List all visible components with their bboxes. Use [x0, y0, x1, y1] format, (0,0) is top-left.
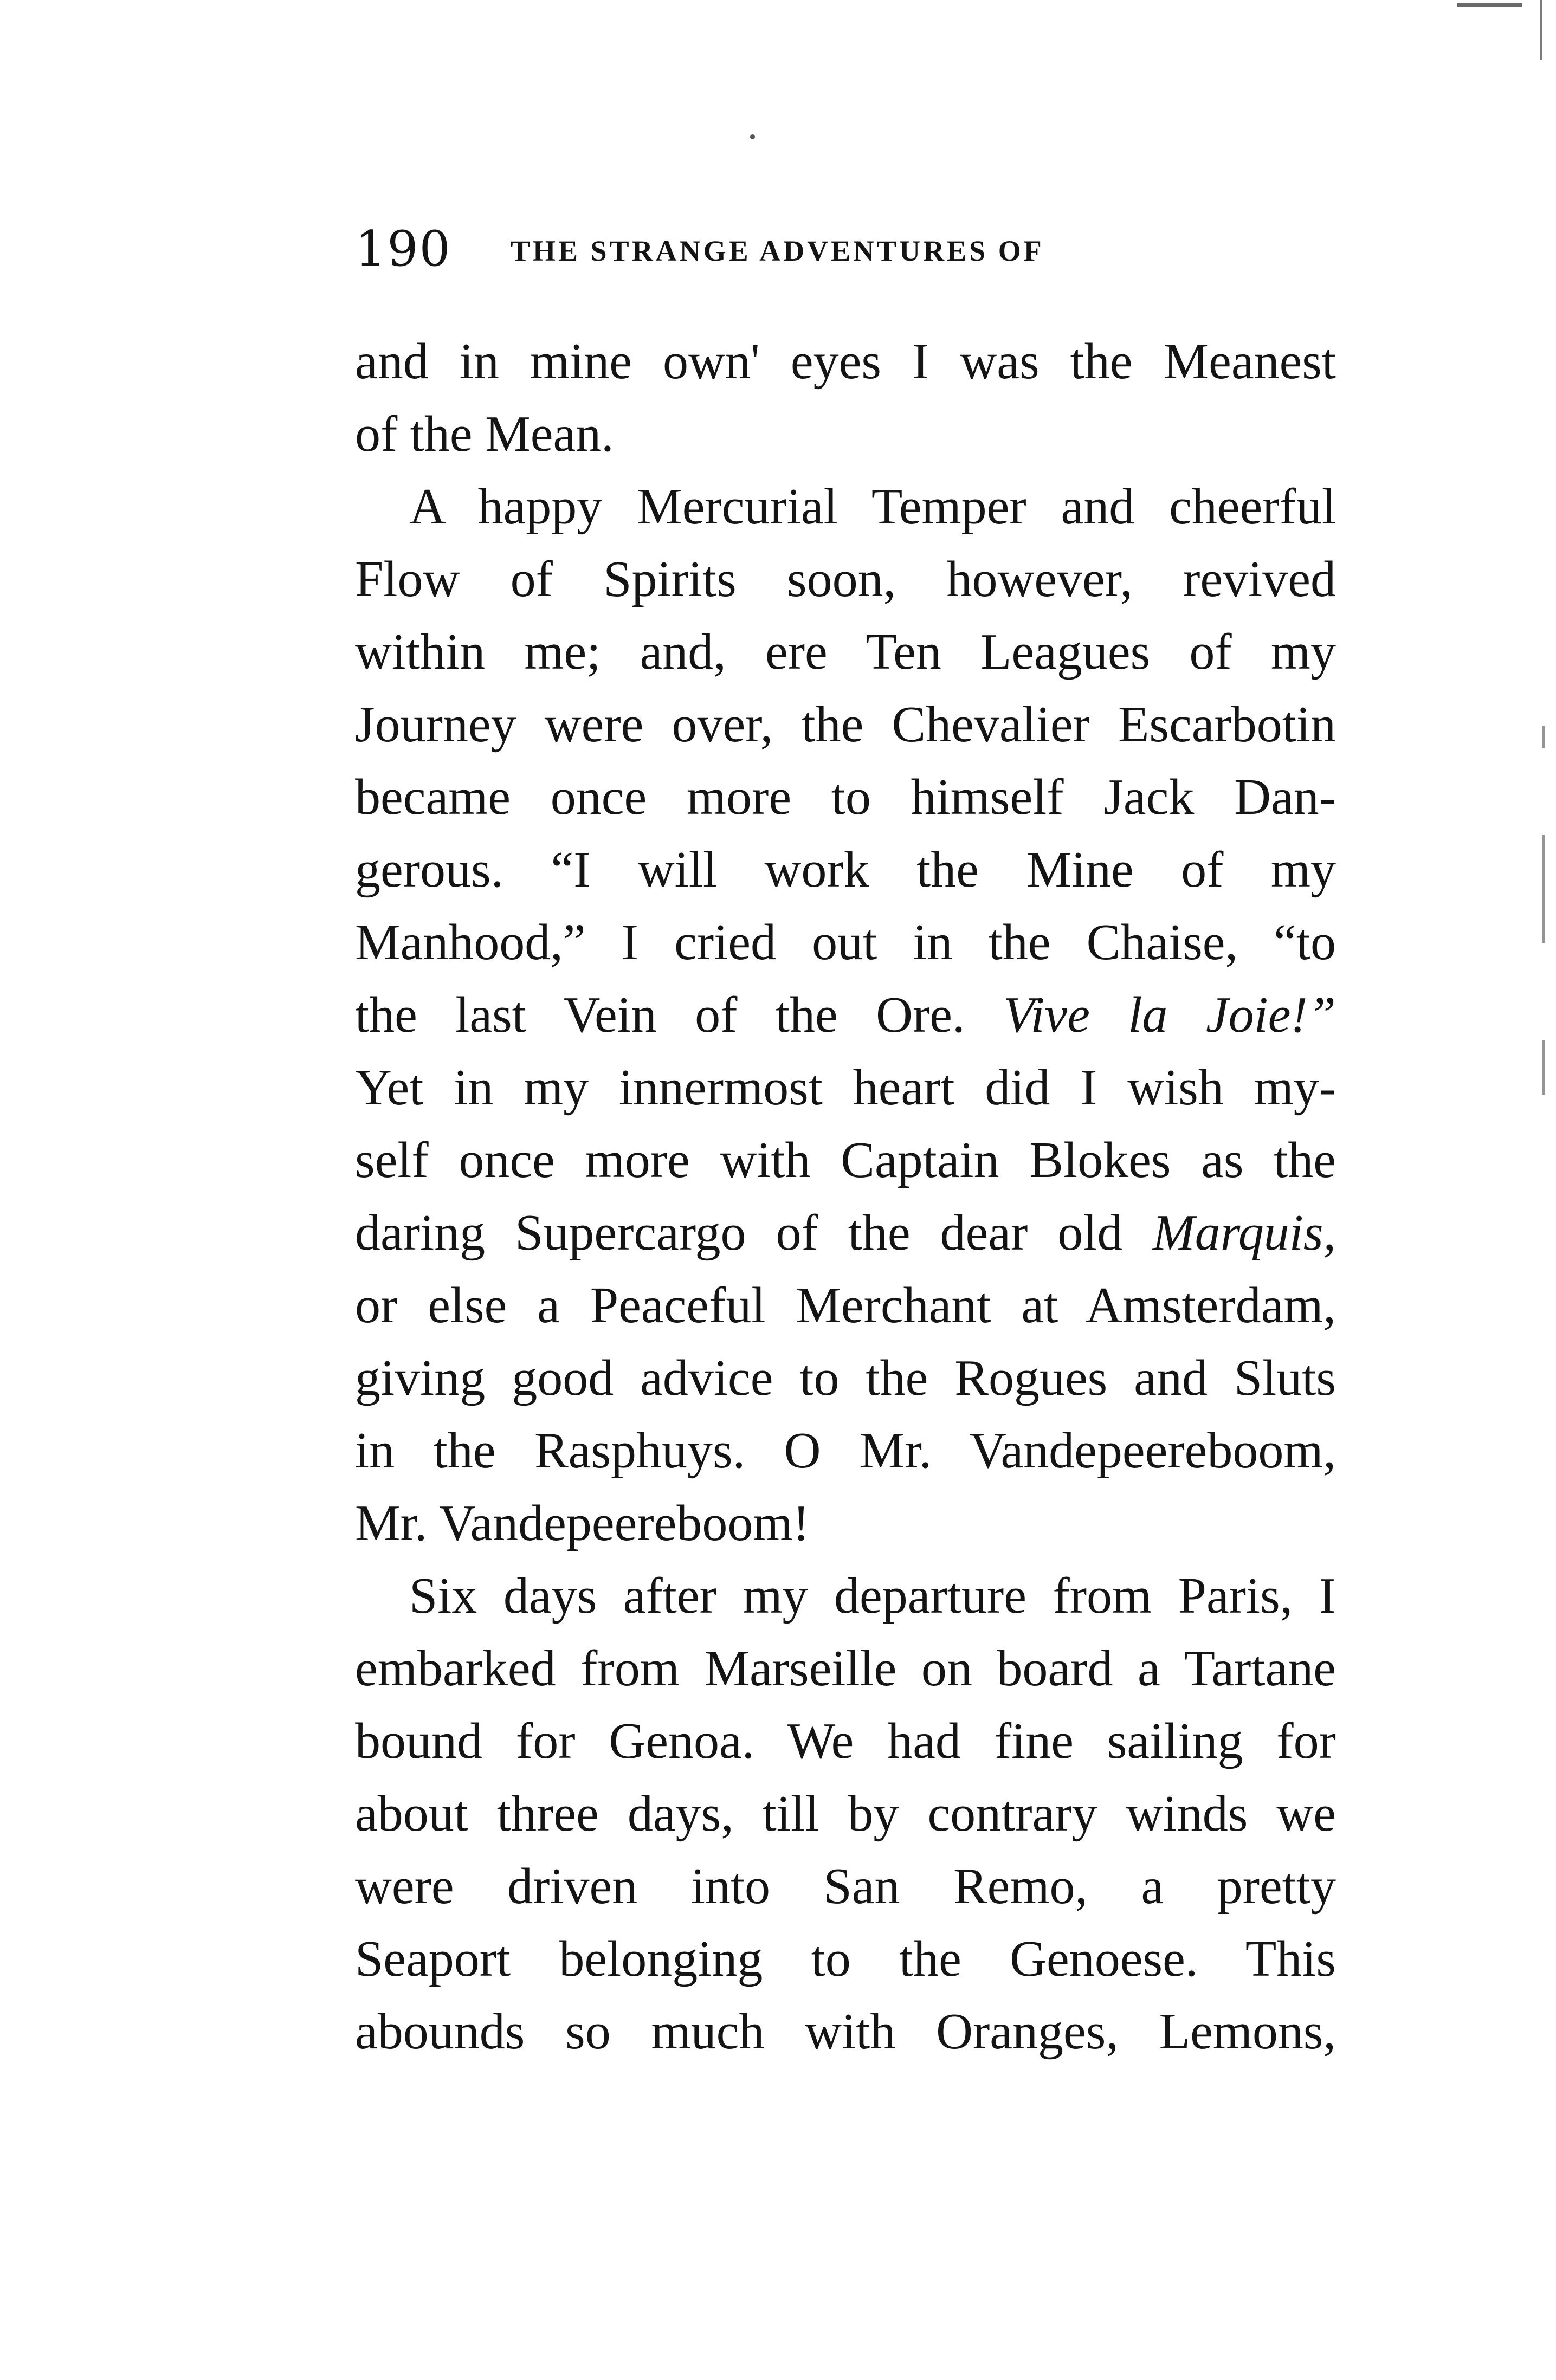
scan-artifact	[1542, 835, 1545, 943]
scan-artifact	[1542, 726, 1545, 748]
text-line: and in mine own' eyes I was the Meanest	[355, 333, 1336, 390]
scan-artifact	[1542, 1040, 1545, 1095]
text-line: Mr. Vandepeereboom!	[355, 1495, 810, 1551]
page-header	[355, 219, 1439, 279]
text-line: A happy Mercurial Temper and cheerful	[409, 478, 1336, 535]
text-line: the last Vein of the Ore. Vive la Joie!”	[355, 987, 1336, 1043]
text-line: Six days after my departure from Paris, I	[409, 1568, 1336, 1624]
text-line: abounds so much with Oranges, Lemons,	[355, 2003, 1336, 2060]
scan-speck	[750, 134, 755, 139]
running-head: THE STRANGE ADVENTURES OF	[511, 235, 1044, 267]
text-line: in the Rasphuys. O Mr. Vandepeereboom,	[355, 1422, 1336, 1479]
text-line: became once more to himself Jack Dan-	[355, 769, 1336, 825]
text-line: within me; and, ere Ten Leagues of my	[355, 624, 1336, 680]
text-line: of the Mean.	[355, 406, 614, 462]
text-line: self once more with Captain Blokes as the	[355, 1132, 1336, 1188]
scan-artifact	[1540, 0, 1542, 60]
text-line: Yet in my innermost heart did I wish my-	[355, 1059, 1336, 1116]
text-line: Flow of Spirits soon, however, revived	[355, 551, 1336, 607]
scan-artifact	[1457, 3, 1522, 7]
text-line: Manhood,” I cried out in the Chaise, “to	[355, 914, 1336, 971]
text-line: Journey were over, the Chevalier Escarbotin	[355, 696, 1336, 753]
text-line: Seaport belonging to the Genoese. This	[355, 1931, 1336, 1987]
text-line: giving good advice to the Rogues and Sluts	[355, 1350, 1336, 1406]
text-line: bound for Genoa. We had fine sailing for	[355, 1713, 1336, 1769]
page-number: 190	[355, 221, 451, 277]
text-line: or else a Peaceful Merchant at Amsterdam,	[355, 1277, 1336, 1334]
text-line: daring Supercargo of the dear old Marquis,	[355, 1205, 1336, 1261]
text-line: gerous. “I will work the Mine of my	[355, 842, 1336, 898]
body-text	[355, 325, 1336, 2068]
text-line: were driven into San Remo, a pretty	[355, 1858, 1336, 1915]
text-line: embarked from Marseille on board a Tartane	[355, 1640, 1336, 1697]
italic-phrase: Vive la Joie!”	[1003, 987, 1336, 1043]
text-line: about three days, till by contrary winds we	[355, 1786, 1336, 1842]
italic-ship-name: Marquis,	[1152, 1205, 1336, 1261]
